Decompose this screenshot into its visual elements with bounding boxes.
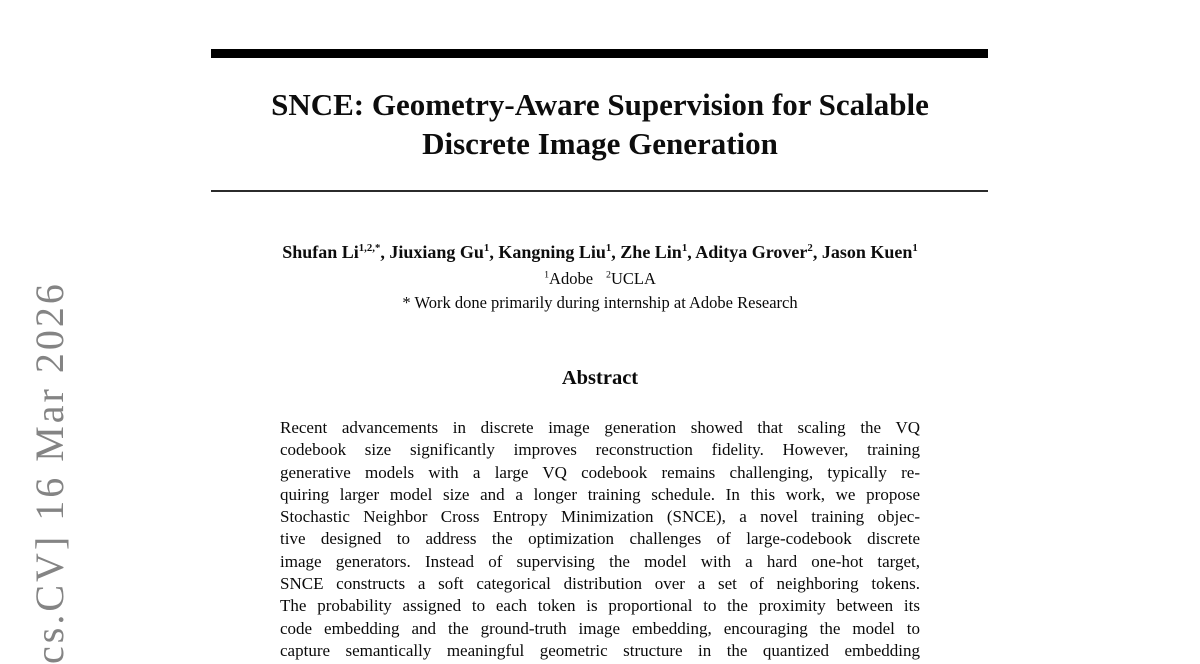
abstract-text (280, 417, 920, 662)
authors-line: Shufan $Li^{1,2,*}$, Jiuxiang Gu$^1$, Kangning Liu$^1$, Zhe Lin$^1$, Aditya Grover$^2$, Jason Kuen$^1$ (282, 242, 918, 262)
abstract-line: image generators. Instead of supervising the model with a hard one-hot target, (280, 551, 920, 571)
abstract-line: codebook size significantly improves reconstruction fidelity. However, training (280, 440, 920, 460)
author-name: Zhe Lin (620, 242, 682, 262)
author-name: Kangning Liu (498, 242, 606, 262)
abstract-line: SNCE constructs a soft categorical distribution over a set of neighboring tokens. (280, 574, 920, 594)
arxiv-stamp: cs.CV] 16 Mar 2026 (27, 281, 72, 664)
abstract-heading: Abstract (561, 367, 639, 389)
author-name: Aditya Grover (695, 242, 808, 262)
abstract-line: capture semantically meaningful geometric structure in the quantized embedding (280, 640, 920, 660)
title-rule-bottom (211, 190, 988, 192)
author-name: Jason Kuen (821, 242, 913, 262)
abstract-line: quiring larger model size and a longer training schedule. In this work, we propose (280, 484, 920, 504)
abstract-line: The probability assigned to each token is proportional to the proximity between its (280, 596, 920, 616)
author-superscript: 2 (807, 242, 813, 254)
affiliations-line (0, 269, 1200, 289)
paper-title-line-2: Discrete Image Generation (422, 126, 778, 161)
author-name: Shufan Li (282, 242, 359, 262)
author-superscript: 1 (681, 242, 688, 254)
author-superscript: 1 (605, 242, 612, 254)
author-superscript: 1 (483, 242, 490, 254)
affiliation-item: $^2$UCLA (606, 269, 656, 288)
affiliation-superscript: 2 (606, 269, 611, 281)
abstract-line: Stochastic Neighbor Cross Entropy Minimization (SNCE), a novel training objec- (280, 507, 920, 527)
title-rule-top (211, 49, 988, 58)
author-name: Jiuxiang Gu (389, 242, 484, 262)
abstract-line: code embedding and the ground-truth image embedding, encouraging the model to (280, 618, 920, 638)
paper-title-line-1: SNCE: Geometry-Aware Supervision for Scalable (271, 87, 929, 122)
affiliation-item: $^1$Adobe (544, 269, 594, 288)
affiliation-superscript: 1 (544, 269, 550, 281)
paper-title (150, 85, 1050, 163)
author-footnote: * Work done primarily during internship at Adobe Research (402, 293, 798, 312)
abstract-line: Recent advancements in discrete image generation showed that scaling the VQ (280, 418, 920, 437)
abstract-line: tive designed to address the optimization challenges of large-codebook discrete (280, 529, 920, 549)
author-superscript: 1,2,* (358, 242, 381, 254)
author-superscript: 1 (912, 242, 918, 254)
abstract-line: generative models with a large VQ codebook remains challenging, typically re- (280, 462, 920, 482)
